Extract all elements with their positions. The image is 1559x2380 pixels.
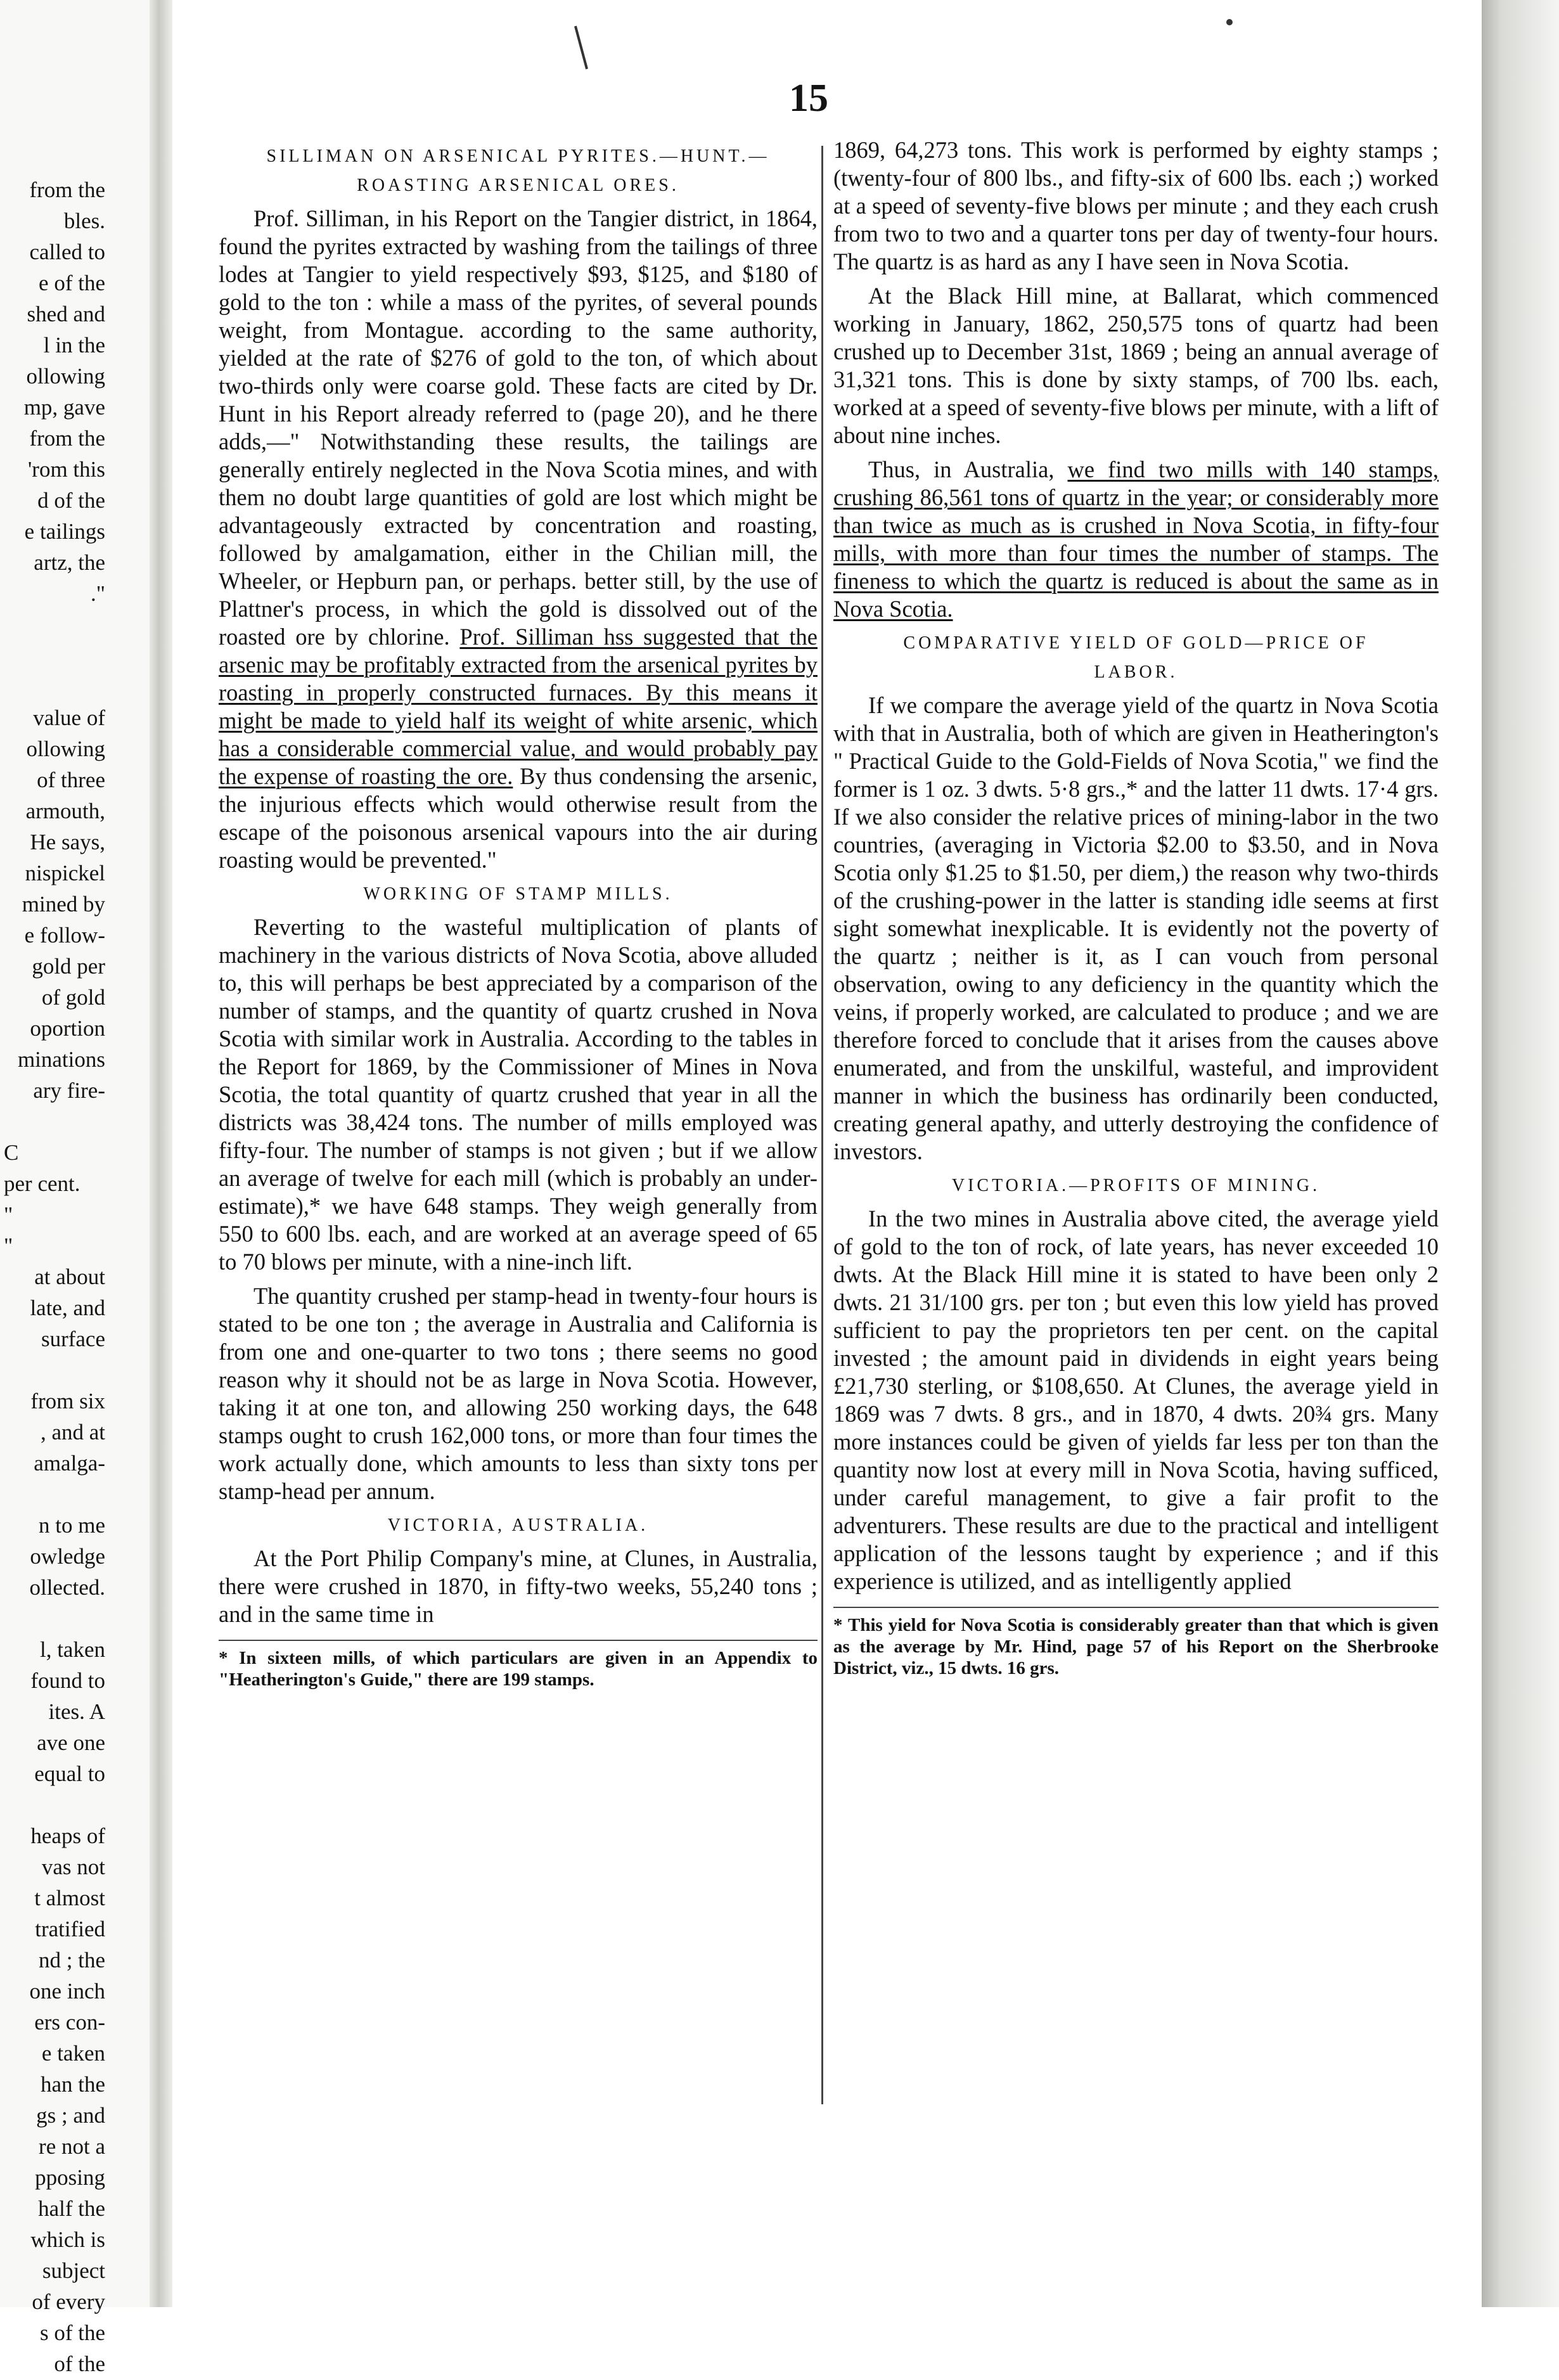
margin-line: e taken	[41, 2041, 105, 2066]
margin-line	[4, 640, 105, 672]
margin-line: ave one	[37, 1730, 105, 1755]
paragraph-text: Thus, in Australia,	[868, 456, 1068, 482]
margin-line	[4, 1106, 105, 1138]
margin-line: found to	[30, 1668, 105, 1693]
paragraph-australia-mills	[833, 456, 1439, 623]
margin-line: nd ; the	[39, 1948, 105, 1972]
margin-line: t almost	[34, 1886, 105, 1910]
margin-line: ."	[90, 581, 105, 606]
section-heading-stamp-mills: WORKING OF STAMP MILLS.	[363, 884, 673, 904]
margin-line: called to	[29, 240, 105, 264]
margin-line	[4, 609, 105, 641]
margin-line: ites. A	[48, 1699, 105, 1724]
margin-line: artz, the	[34, 550, 105, 575]
margin-line: ary fire-	[33, 1078, 105, 1103]
margin-line: amalga-	[34, 1451, 105, 1476]
margin-line: e tailings	[24, 519, 105, 544]
margin-line: value of	[33, 705, 105, 730]
margin-line: pposing	[35, 2165, 105, 2190]
margin-line: of three	[37, 768, 105, 792]
book-gutter	[150, 0, 172, 2307]
margin-line: "	[4, 1233, 13, 1258]
margin-line: minations	[17, 1047, 105, 1072]
pencil-underlined-passage: Prof. Silliman hss suggested that the arsenic may be profitably extracted from the arsenical pyrites by roasting in properly constructed furnaces. By this means it might be made to yield half its weight of white arsenic, which has a considerable commercial value, and would probably pay the expense of roasting the ore.	[219, 624, 818, 789]
footnote-right: * This yield for Nova Scotia is considerably greater than that which is given as the average by Mr. Hind, page 57 of his Report on the Sherbrooke District, viz., 15 dwts. 16 grs.	[833, 1607, 1439, 1679]
paragraph-silliman	[219, 205, 818, 874]
paragraph-continuation-1869: 1869, 64,273 tons. This work is performed by eighty stamps ; (twenty-four of 800 lbs., and fifty-six of 600 lbs. each ;) worked at a speed of seventy-five blows per minute ; and they each crush from two to two and a quarter tons per day of twenty-four hours. The quartz is as hard as any I have seen in Nova Scotia.	[833, 137, 1439, 274]
margin-line: half the	[38, 2196, 105, 2221]
paragraph-stamp-mills: Reverting to the wasteful multiplication of plants of machinery in the various districts of Nova Scotia, above alluded to, this will perhaps be best appreciated by a comparison of the number of stamps, and the quantity of quartz crushed in Nova Scotia with similar work in Australia. According to the tables in the Report for 1869, by the Commissioner of Mines in Nova Scotia, the total quantity of quartz crushed that year in all the districts was 38,424 tons. The number of mills employed was fifty-four. The number of stamps is not given ; but if we allow an average of twelve for each mill (which is probably an under-estimate),* we have 648 stamps. They weigh generally from 550 to 600 lbs. each, and are worked at an average speed of 65 to 70 blows per minute, with a nine-inch lift.	[219, 914, 818, 1275]
margin-line: e follow-	[24, 923, 105, 948]
section-heading-silliman: SILLIMAN ON ARSENICAL PYRITES.—HUNT.—	[266, 146, 770, 166]
margin-line: bles.	[63, 209, 105, 233]
section-subheading-labor: LABOR.	[1094, 662, 1178, 682]
margin-line: mp, gave	[23, 395, 105, 420]
column-rule	[821, 146, 823, 2104]
paragraph-profits: In the two mines in Australia above cited, the average yield of gold to the ton of rock, of late years, has never exceeded 10 dwts. At the Black Hill mine it is stated to have been only 2 dwts. 21 31/100 grs. per ton ; but even this low yield has proved sufficient to pay the proprietors ten per cent. on the capital invested ; the amount paid in dividends in eight years being £21,730 sterling, or $108,650. At Clunes, the average yield in 1869 was 7 dwts. 8 grs., and in 1870, 4 dwts. 20¾ grs. Many more instances could be given of yields far less per ton than the quantity now lost at every mill in Nova Scotia, having sufficed, under careful management, to give a fair profit to the adventurers. These results are due to the practical and intelligent application of the lessons taught by experience ; and if this experience is utilized, and as intelligently applied	[833, 1206, 1439, 1594]
margin-line: han the	[40, 2072, 105, 2097]
paragraph-text: Prof. Silliman, in his Report on the Tangier district, in 1864, found the pyrites extracted by washing from the tailings of three lodes at Tangier to yield respectively $93, $125, and $180 of gold to the ton : while a mass of the pyrites, of several pounds weight, from Montague. according to the same authority, yielded at the rate of $276 of gold to the ton, of which about two-thirds only were coarse gold. These facts are cited by Dr. Hunt in his Report already referred to (page 20), and he there adds,—" Notwithstanding these results, the tailings are generally entirely neglected in the Nova Scotia mines, and with them no doubt large quantities of gold are lost which might be advantageously extracted by concentration and roasting, followed by amalgamation, either in the Chilian mill, the Wheeler, or Hepburn pan, or perhaps. better still, by the use of Plattner's process, in which the gold is dissolved out of the roasted ore by chlorine.	[219, 205, 818, 650]
section-heading-profits: VICTORIA.—PROFITS OF MINING.	[951, 1176, 1321, 1195]
margin-line: C	[4, 1140, 19, 1165]
left-column	[219, 136, 818, 1690]
section-heading-comparative-yield: COMPARATIVE YIELD OF GOLD—PRICE OF	[903, 633, 1369, 653]
margin-line: , and at	[40, 1420, 105, 1444]
margin-line: armouth,	[25, 799, 105, 823]
paragraph-comparative-yield: If we compare the average yield of the quartz in Nova Scotia with that in Australia, both of which are given in Heatherington's " Practical Guide to the Gold-Fields of Nova Scotia," we find the former is 1 oz. 3 dwts. 5·8 grs.,* and the latter 11 dwts. 17·4 grs. If we also consider the relative prices of mining-labor in the two countries, (averaging in Victoria $2.00 to $3.50, and in Nova Scotia only $1.25 to $1.50, per diem,) the reason why two-thirds of the crushing-power in the latter is standing idle seems at first sight somewhat inexplicable. It is evidently not the poverty of the quartz ; neither is it, as I can vouch from personal observation, owing to any deficiency in the quantity which the veins, if properly worked, are calculated to produce ; and we are therefore forced to conclude that it arises from the causes above enumerated, and from the unskilful, wasteful, and improvident manner in which the business has ordinarily been conducted, creating general apathy, and utterly destroying the confidence of investors.	[833, 692, 1439, 1164]
ink-mark	[574, 26, 588, 70]
margin-line: l, taken	[39, 1637, 105, 1662]
right-column	[833, 136, 1439, 1679]
margin-line: of the	[54, 2351, 105, 2376]
margin-line: ollowing	[26, 737, 105, 761]
adjacent-page-fragment	[0, 0, 162, 2376]
margin-line: per cent.	[4, 1171, 80, 1196]
paragraph-quantity-crushed: The quantity crushed per stamp-head in twenty-four hours is stated to be one ton ; the average in Australia and California is from one and one-quarter to two tons ; there seems no good reason why it should not be as large in Nova Scotia. However, taking it at one ton, and allowing 250 working days, the 648 stamps ought to crush 162,000 tons, or more than four times the work actually done, which amounts to less than sixty tons per stamp-head per annum.	[219, 1283, 818, 1504]
paragraph-text: By thus condensing the arsenic, the injurious effects which would otherwise result from the escape of the poisonous arsenical vapours into the air during roasting would be prevented."	[219, 763, 818, 873]
margin-line: 'rom this	[27, 457, 105, 482]
margin-line: owledge	[30, 1544, 105, 1569]
margin-line: n to me	[39, 1513, 105, 1538]
margin-line	[4, 1479, 105, 1510]
margin-line: heaps of	[30, 1824, 105, 1848]
margin-line: surface	[41, 1327, 105, 1351]
margin-line: equal to	[34, 1761, 105, 1786]
margin-line	[4, 671, 105, 703]
margin-line: oportion	[30, 1016, 105, 1041]
page-number: 15	[789, 77, 828, 120]
margin-line: from six	[30, 1389, 105, 1413]
margin-line: d of the	[37, 488, 105, 513]
margin-line: nispickel	[25, 861, 105, 885]
margin-line: of every	[32, 2289, 105, 2314]
margin-line: "	[4, 1202, 13, 1227]
margin-line: from the	[29, 426, 105, 451]
ink-speck	[1226, 19, 1233, 25]
margin-line: vas not	[41, 1855, 105, 1879]
margin-line: subject	[42, 2258, 105, 2283]
margin-line	[4, 1603, 105, 1635]
margin-line: ers con-	[34, 2010, 105, 2035]
margin-line	[4, 1354, 105, 1386]
footnote-left: * In sixteen mills, of which particulars are given in an Appendix to "Heatherington's Guide," there are 199 stamps.	[219, 1640, 818, 1690]
margin-line: l in the	[43, 333, 105, 357]
margin-line: re not a	[39, 2134, 105, 2159]
pencil-underlined-passage: we find two mills with 140 stamps, crushing 86,561 tons of quartz in the year; or considerably more than twice as much as is crushed in Nova Scotia, in fifty-four mills, with more than four times the number of stamps. The fineness to which the quartz is reduced is about the same as in Nova Scotia.	[833, 456, 1439, 622]
paragraph-black-hill: At the Black Hill mine, at Ballarat, which commenced working in January, 1862, 250,575 tons of quartz had been crushed up to December 31st, 1869 ; being an annual average of 31,321 tons. This is done by sixty stamps, of 700 lbs. each, worked at a speed of seventy-five blows per minute, with a lift of about nine inches.	[833, 283, 1439, 448]
margin-line: shed and	[27, 302, 105, 326]
margin-line: from the	[29, 177, 105, 202]
page-edge-shadow	[1482, 0, 1559, 2307]
margin-line: of gold	[41, 985, 105, 1010]
margin-line: mined by	[22, 892, 105, 917]
paragraph-port-philip: At the Port Philip Company's mine, at Clunes, in Australia, there were crushed in 1870, in fifty-two weeks, 55,240 tons ; and in the same time in	[219, 1545, 818, 1627]
margin-line	[4, 1789, 105, 1821]
margin-line: s of the	[39, 2320, 105, 2345]
margin-line: gold per	[32, 954, 105, 979]
margin-line: e of the	[39, 271, 105, 295]
margin-line: tratified	[35, 1917, 105, 1941]
margin-line: ollected.	[29, 1575, 105, 1600]
margin-line: at about	[34, 1264, 105, 1289]
section-heading-victoria: VICTORIA, AUSTRALIA.	[387, 1515, 649, 1535]
section-subheading-roasting: ROASTING ARSENICAL ORES.	[357, 176, 679, 195]
margin-line: which is	[30, 2227, 105, 2252]
margin-line: He says,	[30, 830, 105, 854]
margin-line: one inch	[29, 1979, 105, 2004]
margin-line: ollowing	[26, 364, 105, 389]
margin-line: gs ; and	[36, 2103, 105, 2128]
margin-line: late, and	[30, 1296, 105, 1320]
